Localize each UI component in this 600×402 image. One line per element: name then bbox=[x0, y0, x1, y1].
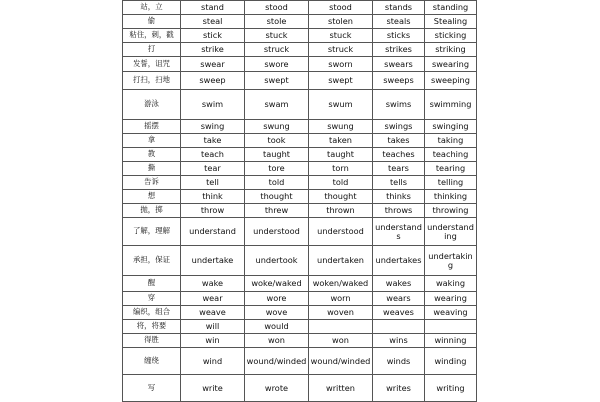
cell-meaning: 告诉 bbox=[123, 176, 181, 190]
table-row bbox=[123, 334, 477, 348]
table-row bbox=[123, 204, 477, 218]
cell-past: wrote bbox=[245, 375, 309, 402]
cell-meaning: 穿 bbox=[123, 292, 181, 306]
cell-third-person: sweeps bbox=[373, 72, 425, 90]
cell-present-participle bbox=[425, 320, 477, 334]
cell-meaning: 得胜 bbox=[123, 334, 181, 348]
cell-base: strike bbox=[181, 43, 245, 57]
cell-past-participle: taken bbox=[309, 134, 373, 148]
cell-third-person: wears bbox=[373, 292, 425, 306]
cell-past: wove bbox=[245, 306, 309, 320]
cell-third-person: tears bbox=[373, 162, 425, 176]
cell-third-person: wakes bbox=[373, 276, 425, 292]
cell-past-participle: torn bbox=[309, 162, 373, 176]
table-row bbox=[123, 276, 477, 292]
cell-meaning: 游泳 bbox=[123, 90, 181, 120]
cell-past: wore bbox=[245, 292, 309, 306]
cell-third-person: stands bbox=[373, 1, 425, 15]
cell-meaning: 发誓，诅咒 bbox=[123, 57, 181, 72]
cell-present-participle: Stealing bbox=[425, 15, 477, 29]
cell-present-participle: striking bbox=[425, 43, 477, 57]
table-row bbox=[123, 15, 477, 29]
cell-past: thought bbox=[245, 190, 309, 204]
cell-past-participle: wound/winded bbox=[309, 348, 373, 375]
table-row bbox=[123, 90, 477, 120]
cell-base: steal bbox=[181, 15, 245, 29]
cell-meaning: 承担，保证 bbox=[123, 246, 181, 276]
cell-meaning: 了解，理解 bbox=[123, 218, 181, 246]
cell-meaning: 教 bbox=[123, 148, 181, 162]
cell-third-person: sticks bbox=[373, 29, 425, 43]
cell-present-participle: taking bbox=[425, 134, 477, 148]
cell-base: throw bbox=[181, 204, 245, 218]
cell-present-participle: telling bbox=[425, 176, 477, 190]
table-row bbox=[123, 190, 477, 204]
cell-past: taught bbox=[245, 148, 309, 162]
table-row bbox=[123, 134, 477, 148]
table-row bbox=[123, 43, 477, 57]
cell-past-participle: thrown bbox=[309, 204, 373, 218]
cell-meaning: 打 bbox=[123, 43, 181, 57]
cell-base: stand bbox=[181, 1, 245, 15]
cell-meaning: 醒 bbox=[123, 276, 181, 292]
cell-past: swam bbox=[245, 90, 309, 120]
cell-past-participle: woken/waked bbox=[309, 276, 373, 292]
cell-past: told bbox=[245, 176, 309, 190]
cell-present-participle: sticking bbox=[425, 29, 477, 43]
cell-past: swept bbox=[245, 72, 309, 90]
cell-meaning: 偷 bbox=[123, 15, 181, 29]
cell-present-participle: throwing bbox=[425, 204, 477, 218]
cell-present-participle: waking bbox=[425, 276, 477, 292]
cell-third-person: swims bbox=[373, 90, 425, 120]
cell-meaning: 编织，组合 bbox=[123, 306, 181, 320]
cell-base: undertake bbox=[181, 246, 245, 276]
cell-past-participle: stuck bbox=[309, 29, 373, 43]
cell-base: stick bbox=[181, 29, 245, 43]
cell-past-participle: worn bbox=[309, 292, 373, 306]
cell-present-participle: swinging bbox=[425, 120, 477, 134]
cell-base: think bbox=[181, 190, 245, 204]
table-row bbox=[123, 29, 477, 43]
cell-past-participle: told bbox=[309, 176, 373, 190]
cell-past: swore bbox=[245, 57, 309, 72]
cell-base: tear bbox=[181, 162, 245, 176]
cell-past: woke/waked bbox=[245, 276, 309, 292]
cell-past: undertook bbox=[245, 246, 309, 276]
cell-third-person: thinks bbox=[373, 190, 425, 204]
cell-past-participle: won bbox=[309, 334, 373, 348]
cell-past: stood bbox=[245, 1, 309, 15]
cell-past: understood bbox=[245, 218, 309, 246]
cell-present-participle: weaving bbox=[425, 306, 477, 320]
table-row bbox=[123, 306, 477, 320]
cell-base: teach bbox=[181, 148, 245, 162]
cell-present-participle: teaching bbox=[425, 148, 477, 162]
cell-past: wound/winded bbox=[245, 348, 309, 375]
cell-past-participle: stood bbox=[309, 1, 373, 15]
cell-base: swear bbox=[181, 57, 245, 72]
cell-past: took bbox=[245, 134, 309, 148]
cell-past: tore bbox=[245, 162, 309, 176]
cell-base: understand bbox=[181, 218, 245, 246]
cell-past-participle: swung bbox=[309, 120, 373, 134]
table-row bbox=[123, 348, 477, 375]
cell-third-person: strikes bbox=[373, 43, 425, 57]
table-row bbox=[123, 120, 477, 134]
cell-third-person: undertakes bbox=[373, 246, 425, 276]
table-row bbox=[123, 1, 477, 15]
table-row bbox=[123, 218, 477, 246]
cell-meaning: 想 bbox=[123, 190, 181, 204]
cell-past-participle: swum bbox=[309, 90, 373, 120]
cell-base: will bbox=[181, 320, 245, 334]
cell-present-participle: winning bbox=[425, 334, 477, 348]
cell-base: take bbox=[181, 134, 245, 148]
cell-present-participle: tearing bbox=[425, 162, 477, 176]
cell-present-participle: swearing bbox=[425, 57, 477, 72]
table-row bbox=[123, 162, 477, 176]
cell-past-participle: taught bbox=[309, 148, 373, 162]
cell-third-person: tells bbox=[373, 176, 425, 190]
cell-present-participle: swimming bbox=[425, 90, 477, 120]
cell-base: wake bbox=[181, 276, 245, 292]
cell-base: tell bbox=[181, 176, 245, 190]
cell-past-participle: struck bbox=[309, 43, 373, 57]
cell-third-person: throws bbox=[373, 204, 425, 218]
cell-meaning: 摇摆 bbox=[123, 120, 181, 134]
cell-present-participle: sweeping bbox=[425, 72, 477, 90]
cell-past: stole bbox=[245, 15, 309, 29]
cell-past: threw bbox=[245, 204, 309, 218]
table-row bbox=[123, 148, 477, 162]
cell-meaning: 粘住，刺，戳 bbox=[123, 29, 181, 43]
table-row bbox=[123, 375, 477, 402]
cell-present-participle: standing bbox=[425, 1, 477, 15]
cell-present-participle: writing bbox=[425, 375, 477, 402]
cell-base: win bbox=[181, 334, 245, 348]
cell-past-participle bbox=[309, 320, 373, 334]
cell-meaning: 缠绕 bbox=[123, 348, 181, 375]
cell-past-participle: woven bbox=[309, 306, 373, 320]
cell-third-person: weaves bbox=[373, 306, 425, 320]
cell-past-participle: written bbox=[309, 375, 373, 402]
cell-meaning: 将，将要 bbox=[123, 320, 181, 334]
table-row bbox=[123, 72, 477, 90]
cell-past: won bbox=[245, 334, 309, 348]
cell-meaning: 拿 bbox=[123, 134, 181, 148]
cell-third-person: writes bbox=[373, 375, 425, 402]
cell-past-participle: thought bbox=[309, 190, 373, 204]
cell-past: swung bbox=[245, 120, 309, 134]
cell-past-participle: understood bbox=[309, 218, 373, 246]
cell-present-participle: understanding bbox=[425, 218, 477, 246]
cell-past: stuck bbox=[245, 29, 309, 43]
cell-meaning: 打扫，扫地 bbox=[123, 72, 181, 90]
cell-past-participle: swept bbox=[309, 72, 373, 90]
table-row bbox=[123, 292, 477, 306]
table-row bbox=[123, 176, 477, 190]
cell-base: sweep bbox=[181, 72, 245, 90]
cell-present-participle: winding bbox=[425, 348, 477, 375]
cell-meaning: 抛，掷 bbox=[123, 204, 181, 218]
cell-third-person: takes bbox=[373, 134, 425, 148]
cell-past-participle: undertaken bbox=[309, 246, 373, 276]
cell-third-person: wins bbox=[373, 334, 425, 348]
cell-meaning: 撕 bbox=[123, 162, 181, 176]
cell-base: write bbox=[181, 375, 245, 402]
cell-third-person: winds bbox=[373, 348, 425, 375]
table-row bbox=[123, 57, 477, 72]
cell-present-participle: undertaking bbox=[425, 246, 477, 276]
cell-present-participle: wearing bbox=[425, 292, 477, 306]
cell-present-participle: thinking bbox=[425, 190, 477, 204]
cell-past: would bbox=[245, 320, 309, 334]
cell-third-person: swears bbox=[373, 57, 425, 72]
table-row bbox=[123, 320, 477, 334]
cell-past-participle: stolen bbox=[309, 15, 373, 29]
table-row bbox=[123, 246, 477, 276]
cell-past: struck bbox=[245, 43, 309, 57]
cell-third-person: understands bbox=[373, 218, 425, 246]
cell-past-participle: sworn bbox=[309, 57, 373, 72]
cell-base: swing bbox=[181, 120, 245, 134]
verb-conjugation-table bbox=[122, 0, 477, 402]
cell-meaning: 站，立 bbox=[123, 1, 181, 15]
cell-third-person: teaches bbox=[373, 148, 425, 162]
cell-base: weave bbox=[181, 306, 245, 320]
cell-base: wind bbox=[181, 348, 245, 375]
cell-base: wear bbox=[181, 292, 245, 306]
cell-third-person: steals bbox=[373, 15, 425, 29]
cell-base: swim bbox=[181, 90, 245, 120]
cell-third-person: swings bbox=[373, 120, 425, 134]
cell-meaning: 写 bbox=[123, 375, 181, 402]
cell-third-person bbox=[373, 320, 425, 334]
